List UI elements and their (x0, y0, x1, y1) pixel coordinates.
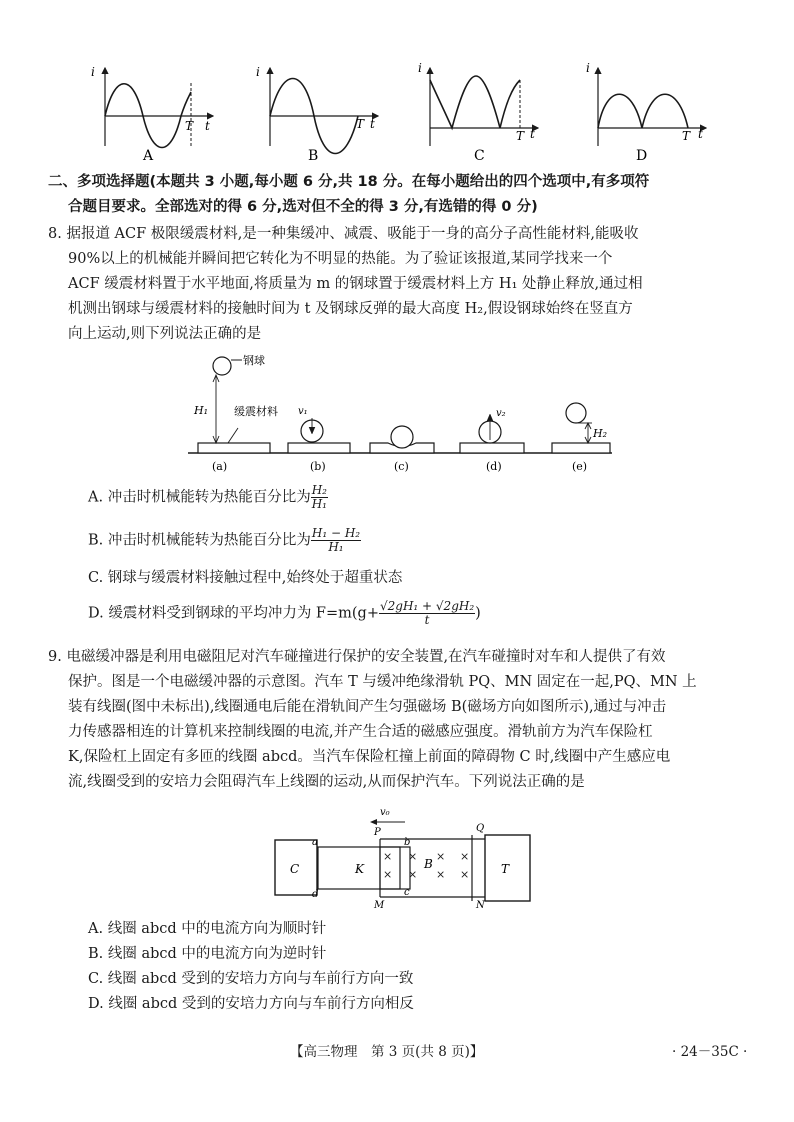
svg-text:×: × (460, 868, 470, 881)
svg-text:×: × (436, 850, 446, 863)
graph-d (586, 61, 706, 164)
graph-c (418, 61, 538, 164)
graph-b (256, 65, 378, 164)
svg-text:×: × (408, 868, 418, 881)
svg-text:Q: Q (476, 823, 485, 834)
panel-a (193, 353, 278, 473)
q8-stem-line1: 8. 据报道 ACF 极限缓震材料,是一种集缓冲、减震、吸能于一身的高分子高性能材料,能吸收 (48, 226, 639, 242)
page-footer-code: · 24－35C · (672, 1044, 748, 1060)
svg-text:v₂: v₂ (496, 408, 506, 419)
q9-figure (260, 795, 550, 915)
svg-text:×: × (383, 850, 393, 863)
q9-stem-line5: K,保险杠上固定有多匝的线圈 abcd。当汽车保险杠撞上前面的障碍物 C 时,线圈中产生感应电 (68, 749, 671, 765)
q9-stem-line6: 流,线圈受到的安培力会阻碍汽车上线圈的运动,从而保护汽车。下列说法正确的是 (68, 774, 585, 790)
svg-text:B: B (424, 857, 433, 871)
q8-stem-line5: 向上运动,则下列说法正确的是 (68, 326, 262, 342)
q8-stem-line2: 90%以上的机械能并瞬间把它转化为不明显的热能。为了验证该报道,某同学找来一个 (68, 251, 613, 267)
svg-text:(b): (b) (310, 460, 326, 473)
svg-text:D: D (636, 148, 648, 164)
svg-text:v₀: v₀ (380, 807, 390, 818)
svg-text:(e): (e) (572, 460, 588, 473)
q9-option-d: D. 线圈 abcd 受到的安培力方向与车前行方向相反 (88, 996, 414, 1012)
q8-stem-line3: ACF 缓震材料置于水平地面,将质量为 m 的钢球置于缓震材料上方 H₁ 处静止释放,通过相 (68, 276, 643, 292)
svg-text:b: b (404, 837, 411, 848)
svg-text:×: × (408, 850, 418, 863)
svg-text:i: i (418, 61, 422, 75)
q8-option-d: D. 缓震材料受到钢球的平均冲力为 F=m(g+ $\frac{\text{√2gH₁ + √2gH₂}}{t}$ ) (88, 599, 481, 627)
svg-text:K: K (355, 862, 364, 876)
svg-text:钢球: 钢球 (243, 354, 265, 367)
panel-e (552, 403, 610, 473)
q9-stem-line3: 装有线圈(图中未标出),线圈通电后能在滑轨间产生匀强磁场 B(磁场方向如图所示),通过与冲击 (68, 699, 667, 715)
svg-text:H₁: H₁ (194, 404, 209, 417)
svg-text:d: d (312, 889, 319, 900)
q8-option-b: B. 冲击时机械能转为热能百分比为 $\frac{\text{H₁ − H₂}}{\text{H₁}}$ (88, 526, 361, 554)
svg-text:t: t (370, 117, 375, 131)
q8-figure (180, 350, 620, 475)
q9-option-c: C. 线圈 abcd 受到的安培力方向与车前行方向一致 (88, 971, 414, 987)
svg-text:×: × (436, 868, 446, 881)
svg-text:C: C (290, 862, 300, 876)
q9-option-b: B. 线圈 abcd 中的电流方向为逆时针 (88, 946, 327, 962)
svg-text:(c): (c) (394, 460, 409, 473)
page-footer-center: 【高三物理 第 3 页(共 8 页)】 (290, 1044, 484, 1060)
svg-text:P: P (374, 827, 381, 838)
svg-text:c: c (404, 887, 410, 898)
q9-stem-line2: 保护。图是一个电磁缓冲器的示意图。汽车 T 与缓冲绝缘滑轨 PQ、MN 固定在一起,PQ、MN 上 (68, 674, 697, 690)
svg-text:i: i (256, 65, 260, 79)
q9-option-a: A. 线圈 abcd 中的电流方向为顺时针 (88, 921, 327, 937)
panel-d (460, 408, 524, 473)
q8-stem-line4: 机测出钢球与缓震材料的接触时间为 t 及钢球反弹的最大高度 H₂,假设钢球始终在竖直方 (68, 301, 633, 317)
q8-option-a: A. 冲击时机械能转为热能百分比为 $\frac{\text{H₂}}{\text{H₁}}$ (88, 483, 327, 511)
svg-text:B: B (308, 148, 319, 164)
svg-text:T: T (501, 862, 510, 876)
graph-a (91, 65, 213, 164)
svg-text:H₂: H₂ (593, 427, 608, 440)
svg-text:M: M (374, 900, 385, 911)
svg-text:t: t (530, 127, 535, 141)
svg-text:(d): (d) (486, 460, 502, 473)
svg-text:A: A (143, 148, 154, 164)
graph-options (80, 58, 720, 168)
svg-text:t: t (698, 127, 703, 141)
svg-text:×: × (460, 850, 470, 863)
svg-text:C: C (474, 148, 485, 164)
svg-text:i: i (586, 61, 590, 75)
svg-text:T: T (356, 117, 365, 131)
svg-text:(a): (a) (212, 460, 228, 473)
panel-b (288, 406, 350, 473)
svg-text:T: T (516, 129, 525, 143)
svg-text:T: T (682, 129, 691, 143)
q8-option-c: C. 钢球与缓震材料接触过程中,始终处于超重状态 (88, 570, 403, 586)
panel-c (370, 426, 434, 473)
svg-text:T: T (185, 119, 194, 133)
svg-text:×: × (383, 868, 393, 881)
q9-stem-line4: 力传感器相连的计算机来控制线圈的电流,并产生合适的磁感应强度。滑轨前方为汽车保险杠 (68, 724, 653, 740)
svg-text:i: i (91, 65, 95, 79)
section2-heading-line1: 二、多项选择题(本题共 3 小题,每小题 6 分,共 18 分。在每小题给出的四个选项中,有多项符 (48, 174, 650, 190)
svg-text:N: N (476, 900, 485, 911)
section2-heading-line2: 合题目要求。全部选对的得 6 分,选对但不全的得 3 分,有选错的得 0 分) (68, 199, 538, 215)
svg-text:a: a (312, 837, 318, 848)
q9-stem-line1: 9. 电磁缓冲器是利用电磁阻尼对汽车碰撞进行保护的安全装置,在汽车碰撞时对车和人提供了有效 (48, 649, 666, 665)
svg-text:缓震材料: 缓震材料 (234, 405, 278, 418)
svg-text:t: t (205, 119, 210, 133)
svg-text:v₁: v₁ (298, 406, 308, 417)
